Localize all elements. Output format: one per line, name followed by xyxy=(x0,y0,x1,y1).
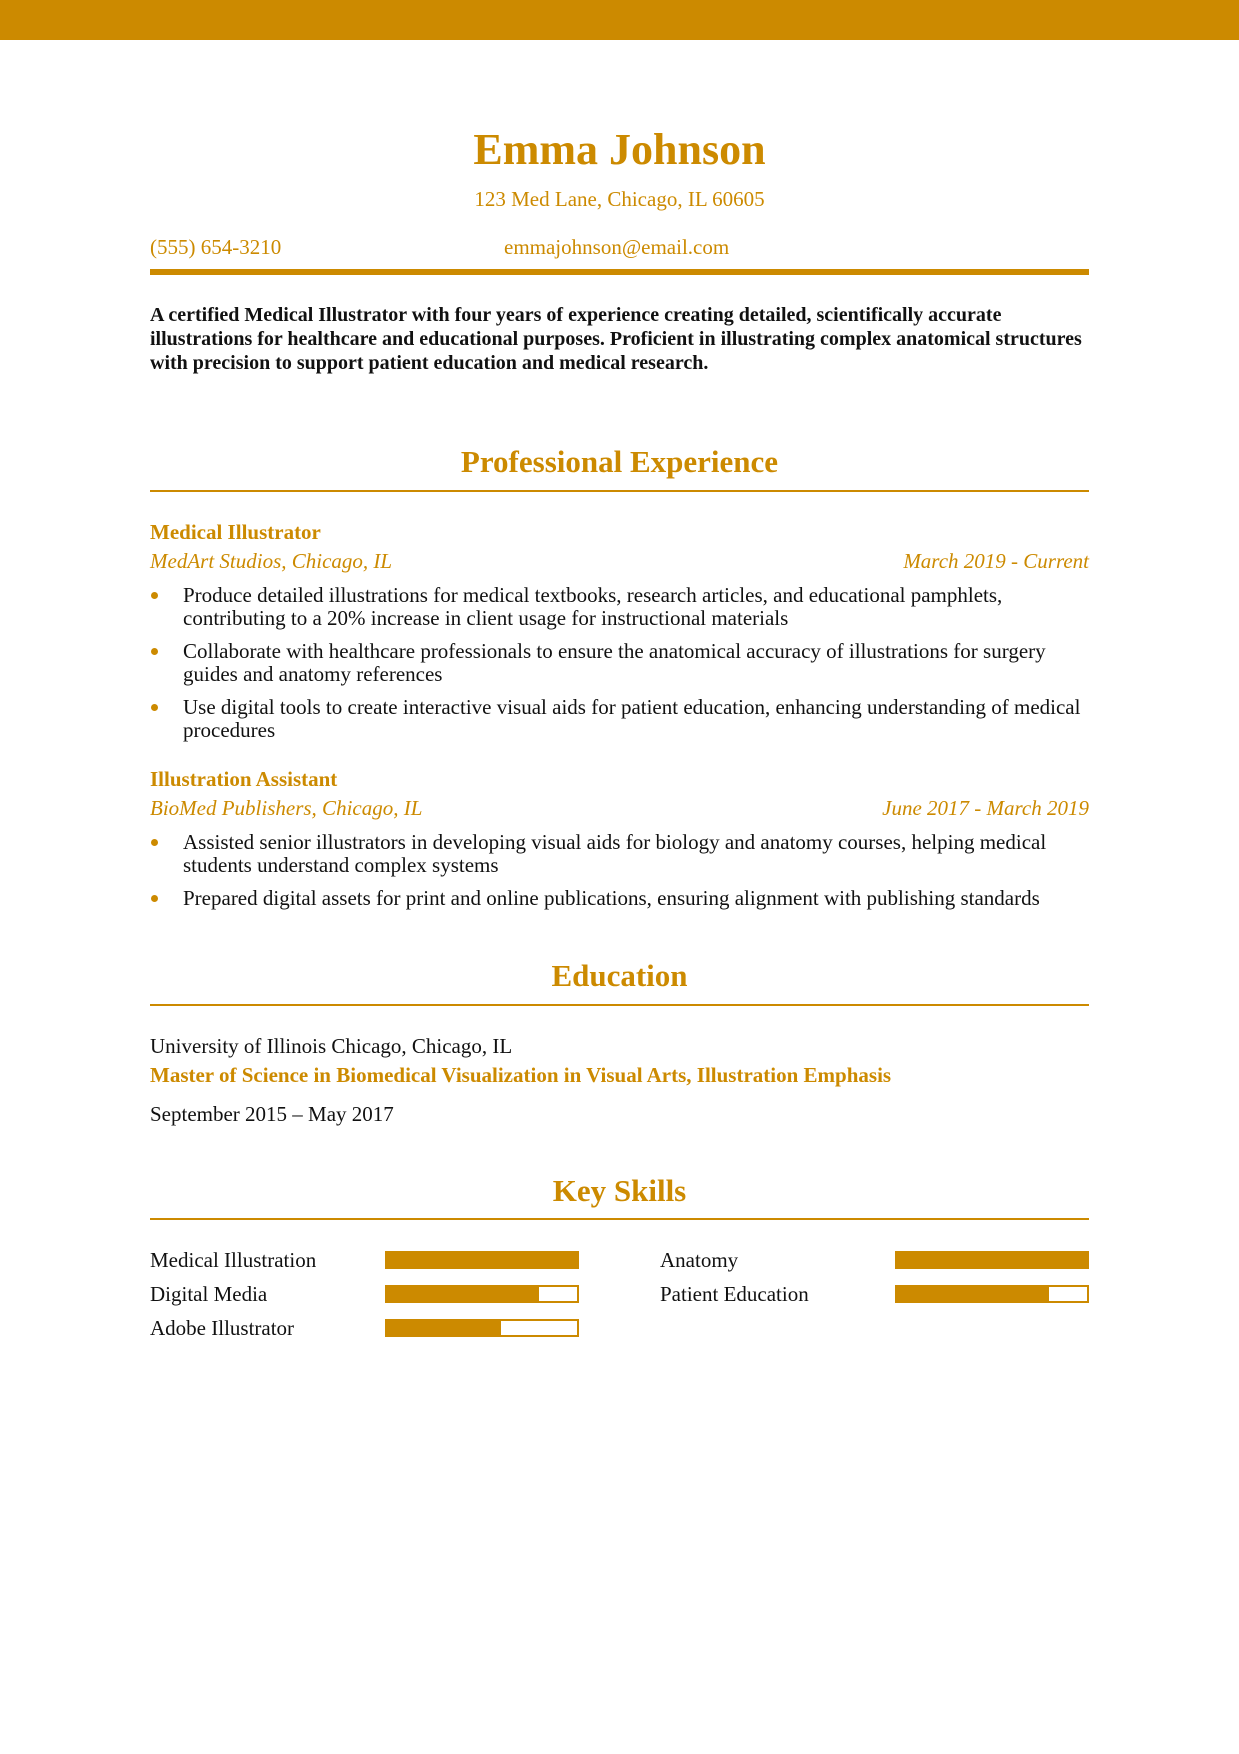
phone-number: (555) 654-3210 xyxy=(150,235,282,259)
job-company: BioMed Publishers, Chicago, IL xyxy=(150,796,423,820)
education-degree: Master of Science in Biomedical Visualization in Visual Arts, Illustration Emphasis xyxy=(150,1063,892,1087)
bullet-dot-icon xyxy=(151,704,158,711)
skill-level-bar xyxy=(895,1251,1089,1269)
section-title-education: Education xyxy=(551,958,688,993)
job-company: MedArt Studios, Chicago, IL xyxy=(150,549,393,573)
list-item xyxy=(150,640,1089,686)
section-title-experience: Professional Experience xyxy=(460,444,779,479)
top-accent-bar xyxy=(0,0,1239,40)
job-bullets xyxy=(150,584,1089,752)
section-divider-skills xyxy=(150,1218,1089,1220)
skill-name: Anatomy xyxy=(660,1248,739,1272)
section-divider-education xyxy=(150,1004,1089,1006)
skill-item xyxy=(150,1248,579,1272)
skill-name: Digital Media xyxy=(150,1282,268,1306)
education-dates: September 2015 – May 2017 xyxy=(150,1102,394,1126)
bullet-dot-icon xyxy=(151,592,158,599)
list-item xyxy=(150,887,1089,910)
email-address[interactable]: emmajohnson@email.com xyxy=(504,235,730,259)
education-school: University of Illinois Chicago, Chicago, IL xyxy=(150,1034,513,1058)
header-divider xyxy=(150,269,1089,275)
skill-level-fill xyxy=(897,1253,1087,1267)
skill-level-fill xyxy=(387,1321,501,1335)
bullet-text: Produce detailed illustrations for medical textbooks, research articles, and educational pamphlets, contributing to a 20% increase in client usage for instructional materials xyxy=(183,583,1003,630)
list-item xyxy=(150,696,1089,742)
section-divider-experience xyxy=(150,490,1089,492)
bullet-dot-icon xyxy=(151,648,158,655)
skill-item xyxy=(660,1248,1089,1272)
skill-item xyxy=(660,1282,1089,1306)
bullet-dot-icon xyxy=(151,895,158,902)
job-dates: March 2019 - Current xyxy=(903,549,1089,573)
skill-level-bar xyxy=(385,1285,579,1303)
skill-name: Medical Illustration xyxy=(150,1248,317,1272)
skill-level-bar xyxy=(385,1251,579,1269)
bullet-text: Assisted senior illustrators in developing visual aids for biology and anatomy courses, helping medical students understand complex systems xyxy=(183,830,1047,877)
skill-level-bar xyxy=(385,1319,579,1337)
skill-name: Patient Education xyxy=(660,1282,809,1306)
list-item xyxy=(150,584,1089,630)
skill-level-bar xyxy=(895,1285,1089,1303)
job-title: Illustration Assistant xyxy=(150,767,338,791)
section-title-skills: Key Skills xyxy=(552,1173,687,1208)
job-title: Medical Illustrator xyxy=(150,520,321,544)
address: 123 Med Lane, Chicago, IL 60605 xyxy=(474,187,765,211)
candidate-name: Emma Johnson xyxy=(473,125,766,174)
bullet-dot-icon xyxy=(151,839,158,846)
summary: A certified Medical Illustrator with four years of experience creating detailed, scientifically accurate illustrations for healthcare and educational purposes. Proficient in illustrating complex anatomical structures with precision to support patient education and medical research. xyxy=(150,304,1082,374)
list-item xyxy=(150,831,1089,877)
skill-item xyxy=(150,1316,579,1340)
skill-name: Adobe Illustrator xyxy=(150,1316,295,1340)
job-bullets xyxy=(150,831,1089,920)
skill-level-fill xyxy=(897,1287,1049,1301)
skill-level-fill xyxy=(387,1253,577,1267)
bullet-text: Use digital tools to create interactive visual aids for patient education, enhancing understanding of medical procedures xyxy=(183,695,1081,742)
bullet-text: Collaborate with healthcare professionals to ensure the anatomical accuracy of illustrations for surgery guides and anatomy references xyxy=(183,639,1046,686)
skill-level-fill xyxy=(387,1287,539,1301)
skill-item xyxy=(150,1282,579,1306)
bullet-text: Prepared digital assets for print and online publications, ensuring alignment with publishing standards xyxy=(183,886,1040,910)
job-dates: June 2017 - March 2019 xyxy=(882,796,1089,820)
